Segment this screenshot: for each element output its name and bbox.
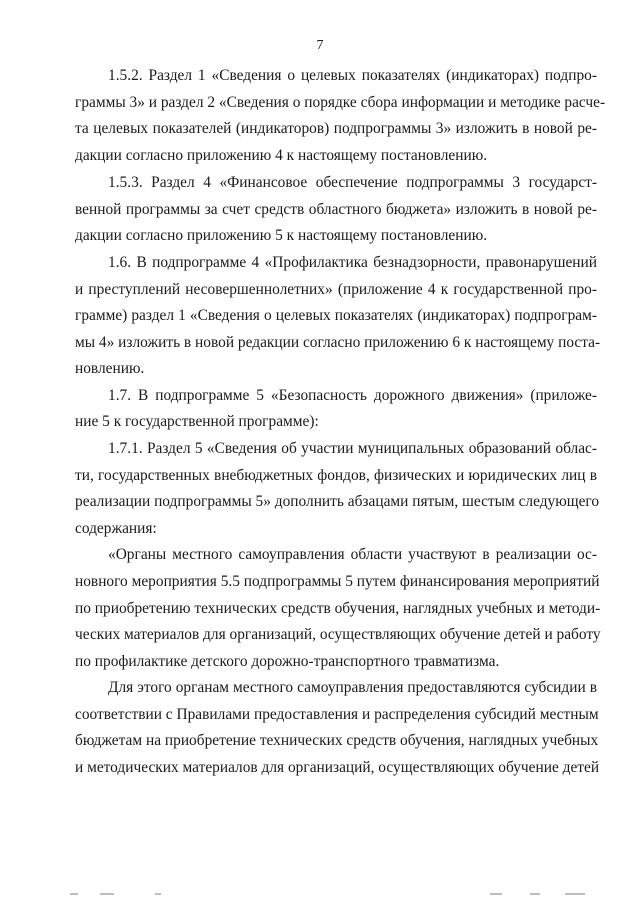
text-line: грамме) раздел 1 «Сведения о целевых показателях (индикаторах) подпрограм- xyxy=(75,307,597,324)
text-line: 1.7. В подпрограмме 5 «Безопасность дорожного движения» (приложе- xyxy=(108,387,597,404)
text-line: ти, государственных внебюджетных фондов, физических и юридических лиц в xyxy=(75,467,597,484)
text-line: венной программы за счет средств областного бюджета» изложить в новой ре- xyxy=(75,201,597,218)
text-line: 1.7.1. Раздел 5 «Сведения об участии муниципальных образований облас- xyxy=(108,440,597,457)
text-line: новлению. xyxy=(75,360,145,377)
text-line: и преступлений несовершеннолетних» (приложение 4 к государственной про- xyxy=(75,281,597,298)
text-line: Для этого органам местного самоуправления предоставляются субсидии в xyxy=(108,679,597,696)
text-line: мы 4» изложить в новой редакции согласно приложению 6 к настоящему поста- xyxy=(75,334,601,351)
scan-speck xyxy=(100,893,114,895)
text-line: по профилактике детского дорожно-транспортного травматизма. xyxy=(75,653,500,670)
text-line: граммы 3» и раздел 2 «Сведения о порядке сбора информации и методике расче- xyxy=(75,94,606,111)
text-line: 1.5.3. Раздел 4 «Финансовое обеспечение подпрограммы 3 государст- xyxy=(108,174,597,191)
scan-speck xyxy=(490,893,502,895)
scan-speck xyxy=(565,893,585,895)
scan-speck xyxy=(155,893,161,895)
text-line: новного мероприятия 5.5 подпрограммы 5 путем финансирования мероприятий xyxy=(75,573,600,590)
text-line: бюджетам на приобретение технических средств обучения, наглядных учебных xyxy=(75,732,599,749)
text-line: «Органы местного самоуправления области участвуют в реализации ос- xyxy=(108,546,597,563)
text-line: и методических материалов для организаций, осуществляющих обучение детей xyxy=(75,759,600,776)
text-line: 1.6. В подпрограмме 4 «Профилактика безнадзорности, правонарушений xyxy=(108,254,597,271)
scan-speck xyxy=(530,893,540,895)
scan-artifacts xyxy=(60,893,620,897)
text-line: ние 5 к государственной программе): xyxy=(75,413,319,430)
text-line: соответствии с Правилами предоставления и распределения субсидий местным xyxy=(75,706,599,723)
text-line: дакции согласно приложению 5 к настоящему постановлению. xyxy=(75,227,488,244)
text-line: содержания: xyxy=(75,520,157,537)
text-line: 1.5.2. Раздел 1 «Сведения о целевых показателях (индикаторах) подпро- xyxy=(108,67,597,84)
text-line: дакции согласно приложению 4 к настоящему постановлению. xyxy=(75,147,488,164)
scan-speck xyxy=(70,893,78,895)
text-line: ческих материалов для организаций, осуществляющих обучение детей и работу xyxy=(75,626,601,643)
text-line: по приобретению технических средств обучения, наглядных учебных и методи- xyxy=(75,600,601,617)
page-number: 7 xyxy=(316,38,324,53)
text-line: реализации подпрограммы 5» дополнить абзацами пятым, шестым следующего xyxy=(75,493,600,510)
text-line: та целевых показателей (индикаторов) подпрограммы 3» изложить в новой ре- xyxy=(75,120,597,137)
